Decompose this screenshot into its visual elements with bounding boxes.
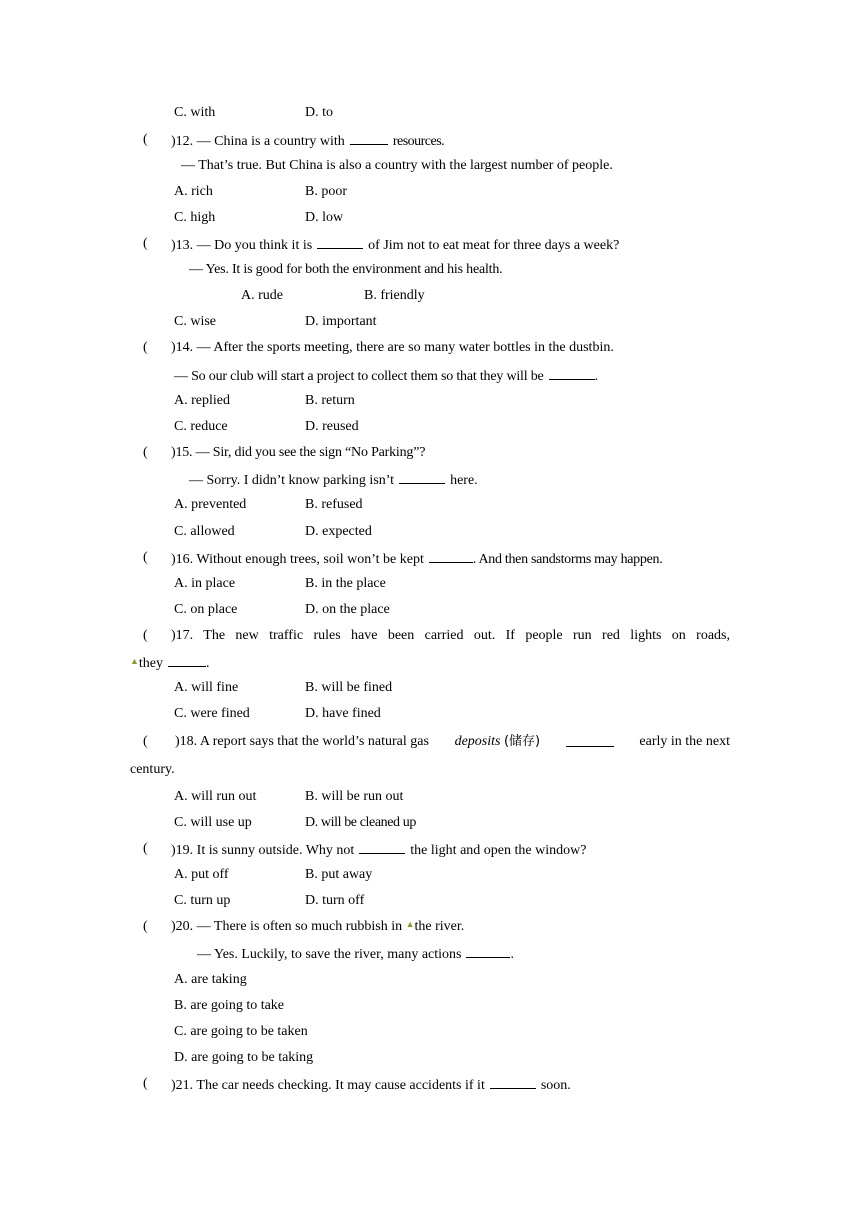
option-d: D. reused xyxy=(305,419,359,434)
option-b: B. are going to take xyxy=(174,998,285,1013)
question-17: )17. The new traffic rules have been carried out. If people run red lights on roads, xyxy=(171,628,730,643)
option-a: A. prevented xyxy=(174,497,247,512)
option-b: B. friendly xyxy=(364,288,425,303)
option-a: A. rude xyxy=(241,288,283,303)
question-17-continued: ▲they . xyxy=(130,656,210,671)
answer-bracket: ( xyxy=(143,1076,148,1091)
question-14: )14. — After the sports meeting, there are so many water bottles in the dustbin. xyxy=(171,340,614,355)
option-d: D. on the place xyxy=(305,602,390,617)
option-c: C. turn up xyxy=(174,893,231,908)
answer-blank xyxy=(466,945,510,958)
option-a: A. rich xyxy=(174,184,213,199)
option-a: A. are taking xyxy=(174,972,247,987)
option-c: C. will use up xyxy=(174,815,252,830)
option-c: C. high xyxy=(174,210,216,225)
question-18-continued: century. xyxy=(130,762,175,777)
answer-blank xyxy=(399,471,445,484)
option-a: A. in place xyxy=(174,576,236,591)
option-c: C. reduce xyxy=(174,419,228,434)
answer-blank xyxy=(566,734,614,747)
question-19: )19. It is sunny outside. Why not the light and open the window? xyxy=(171,843,587,858)
answer-blank xyxy=(359,841,405,854)
option-b: B. in the place xyxy=(305,576,386,591)
question-20-reply: — Yes. Luckily, to save the river, many actions . xyxy=(197,947,514,962)
option-b: B. will be run out xyxy=(305,789,404,804)
question-12-reply: — That’s true. But China is also a country with the largest number of people. xyxy=(181,158,613,173)
option-b: B. return xyxy=(305,393,355,408)
option-b: B. poor xyxy=(305,184,347,199)
option-a: A. replied xyxy=(174,393,230,408)
option-a: A. will run out xyxy=(174,789,257,804)
answer-bracket: ( xyxy=(143,734,148,749)
answer-blank xyxy=(490,1076,536,1089)
answer-bracket: ( xyxy=(143,445,148,460)
question-14-reply: — So our club will start a project to collect them so that they will be . xyxy=(174,369,598,384)
answer-bracket: ( xyxy=(143,340,148,355)
option-c: C. were fined xyxy=(174,706,250,721)
option-c: C. allowed xyxy=(174,524,235,539)
question-20: )20. — There is often so much rubbish in ▲the river. xyxy=(171,919,465,934)
answer-bracket: ( xyxy=(143,919,148,934)
option-d: D. have fined xyxy=(305,706,381,721)
question-18: )18. A report says that the world’s natural gas deposits (储存) early in the next xyxy=(175,734,730,749)
answer-blank xyxy=(168,654,206,667)
edit-mark-icon: ▲ xyxy=(130,656,139,666)
option-c: C. are going to be taken xyxy=(174,1024,308,1039)
option-a: A. put off xyxy=(174,867,229,882)
option-c: C. wise xyxy=(174,314,216,329)
answer-blank xyxy=(549,367,595,380)
question-15: )15. — Sir, did you see the sign “No Parking”? xyxy=(171,445,426,460)
question-21: )21. The car needs checking. It may cause accidents if it soon. xyxy=(171,1078,571,1093)
answer-bracket: ( xyxy=(143,841,148,856)
answer-bracket: ( xyxy=(143,132,148,147)
answer-blank xyxy=(350,132,388,145)
option-d: D. important xyxy=(305,314,377,329)
option-c: C. on place xyxy=(174,602,238,617)
option-d: D. low xyxy=(305,210,344,225)
question-15-reply: — Sorry. I didn’t know parking isn’t here. xyxy=(189,473,478,488)
option-d: D. to xyxy=(305,105,333,120)
option-d: D. expected xyxy=(305,524,372,539)
option-b: B. will be fined xyxy=(305,680,393,695)
option-d: D. turn off xyxy=(305,893,365,908)
answer-bracket: ( xyxy=(143,550,148,565)
answer-blank xyxy=(429,550,473,563)
option-b: B. refused xyxy=(305,497,363,512)
answer-blank xyxy=(317,236,363,249)
question-12: )12. — China is a country with resources. xyxy=(171,134,445,149)
option-d: D. will be cleaned up xyxy=(305,815,416,830)
option-d: D. are going to be taking xyxy=(174,1050,314,1065)
answer-bracket: ( xyxy=(143,628,148,643)
question-13-reply: — Yes. It is good for both the environment and his health. xyxy=(189,262,503,277)
question-13: )13. — Do you think it is of Jim not to eat meat for three days a week? xyxy=(171,238,620,253)
option-b: B. put away xyxy=(305,867,373,882)
question-16: )16. Without enough trees, soil won’t be kept . And then sandstorms may happen. xyxy=(171,552,663,567)
option-a: A. will fine xyxy=(174,680,239,695)
answer-bracket: ( xyxy=(143,236,148,251)
option-c: C. with xyxy=(174,105,216,120)
edit-mark-icon: ▲ xyxy=(405,919,415,929)
